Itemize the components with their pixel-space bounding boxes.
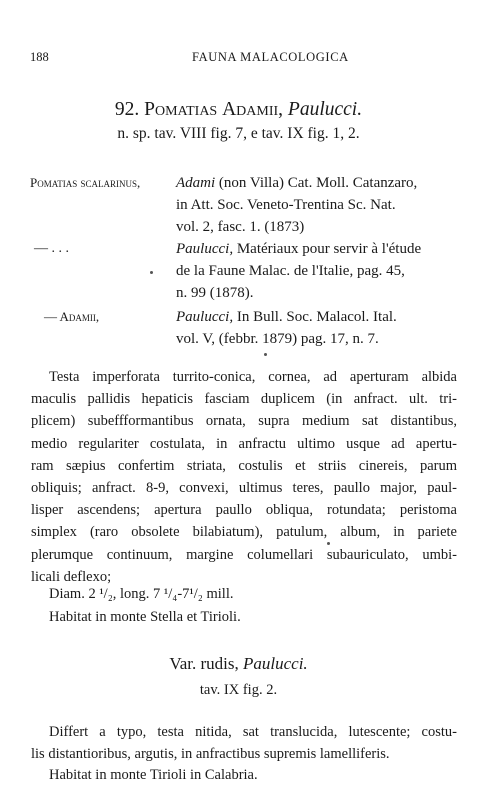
- variety-author: Paulucci.: [243, 654, 308, 673]
- species-author: Paulucci.: [287, 99, 363, 120]
- citation-line: de la Faune Malac. de l'Italie, pag. 45,: [176, 263, 405, 279]
- synonym-name: — Adamii,: [44, 309, 100, 324]
- description-line: medio regulariter costulata, in anfractu ultimo usque ad apertu-: [31, 435, 457, 452]
- description-line: maculis pallidis hepaticis fasciam duplicem (in anfract. ult. tri-: [31, 391, 457, 408]
- citation-line: Paulucci, In Bull. Soc. Malacol. Ital.: [176, 309, 397, 325]
- species-number: 92.: [114, 99, 140, 120]
- print-speck: [150, 271, 153, 274]
- description-line: lisper ascendens; apertura paullo obliqua, rotundata; peristoma: [31, 502, 457, 519]
- description-line: obliquis; anfract. 8-9, convexi, ultimus teres, paullo major, paul-: [31, 480, 457, 497]
- citation-line: Adami (non Villa) Cat. Moll. Catanzaro,: [176, 175, 418, 191]
- habitat: Habitat in monte Stella et Tirioli.: [49, 609, 241, 625]
- citation-line: vol. 2, fasc. 1. (1873): [176, 219, 305, 235]
- description-line: licali deflexo;: [31, 568, 112, 585]
- synonym-name: Pomatias scalarinus,: [30, 175, 141, 190]
- description-line: simplex (raro obsolete bilabiatum), patulum, album, in pariete: [31, 524, 457, 541]
- species-plate-reference: n. sp. tav. VIII fig. 7, e tav. IX fig. 1, 2.: [117, 125, 360, 142]
- print-speck: [327, 542, 330, 545]
- description-line: plerumque continuum, margine columellari subauriculato, umbi-: [31, 546, 457, 563]
- dimensions: Diam. 2 ¹/₂, long. 7 ¹/₄-7¹/₂ mill.: [49, 586, 234, 602]
- synonym-citation: [176, 172, 461, 238]
- species-description: [31, 366, 457, 588]
- variety-title: [0, 654, 477, 674]
- description-line: ram sæpius confertim striata, costulis et striis cinereis, parum: [31, 457, 457, 474]
- description-line: Testa imperforata turrito-conica, cornea, ad aperturam albida: [49, 369, 457, 385]
- description-line: plicem) subeffformantibus ornata, supra medium sat distantibus,: [31, 413, 457, 430]
- citation-line: Paulucci, Matériaux pour servir à l'étude: [176, 241, 422, 257]
- variety-description: [31, 721, 457, 765]
- synonym-ditto-mark: — . . .: [34, 241, 69, 256]
- print-speck: [264, 353, 267, 356]
- page-number: 188: [30, 50, 49, 64]
- citation-line: n. 99 (1878).: [176, 285, 254, 301]
- citation-line: vol. V, (febbr. 1879) pag. 17, n. 7.: [176, 331, 379, 347]
- variety-plate-reference: tav. IX fig. 2.: [199, 682, 278, 698]
- variety-line: lis distantioribus, argutis, in anfractibus supremis lamelliferis.: [31, 746, 390, 763]
- species-genus: Pomatias: [144, 99, 218, 120]
- citation-line: in Att. Soc. Veneto-Trentina Sc. Nat.: [176, 197, 396, 213]
- variety-line: Differt a typo, testa nitida, sat translucida, lutescente; costu-: [49, 724, 457, 740]
- running-head: FAUNA MALACOLOGICA: [192, 50, 349, 64]
- species-title: [0, 99, 477, 121]
- variety-label: Var. rudis,: [169, 654, 239, 673]
- species-name: Adamii,: [222, 99, 284, 120]
- synonym-citation: [176, 238, 461, 304]
- synonym-citation: [176, 306, 461, 350]
- variety-habitat: Habitat in monte Tirioli in Calabria.: [49, 767, 258, 783]
